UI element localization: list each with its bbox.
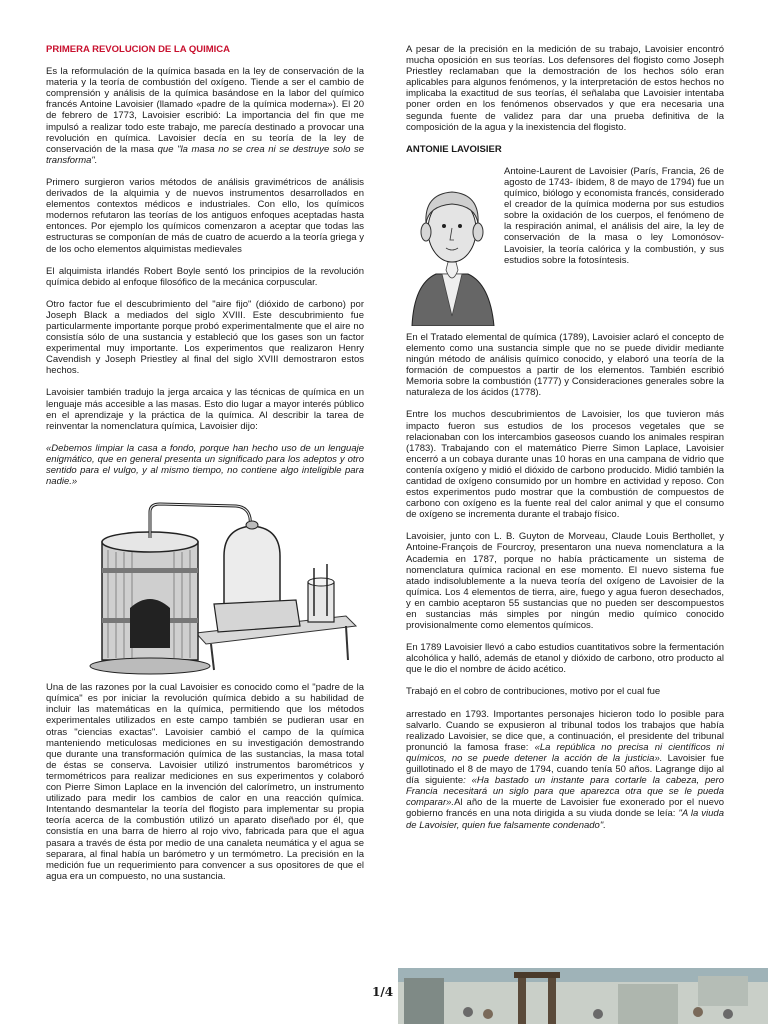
italic-quote: «La república no precisa ni científicos ni químicos, no se puede detener la acción de la justicia». [406, 741, 724, 764]
paragraph: Lavoisier también tradujo la jerga arcaica y las técnicas de química en un lenguaje más accesible a las masas. Esto dio lugar a mayor interés público en el aprendizaje y la práctica de la química. Al describir la tarea de reinventar la nomenclatura química, Lavoisier dijo: [46, 387, 364, 432]
article-title: PRIMERA REVOLUCION DE LA QUIMICA [46, 44, 231, 55]
lavoisier-portrait [406, 166, 498, 326]
apparatus-illustration [46, 498, 364, 676]
paragraph-text: Lavoisier fue guillotinado el 8 de mayo de 1794, cuando tenía 50 años. Lagrange dijo al día siguiente [406, 752, 724, 787]
bio-text: Antoine-Laurent de Lavoisier (París, Francia, 26 de agosto de 1743- íbidem, 8 de mayo de 1794) fue un químico, biólogo y economista francés, considerado el creador de la química moderna por sus estudios sobre la oxidación de los cuerpos, el fenómeno de la respiración animal, el análisis del aire, la ley de conservación de la masa o ley Lomonósov-Lavoisier, la teoría calórica y la combustión, y sus estudios sobre la fotosíntesis. [504, 165, 724, 266]
paragraph: En el Tratado elemental de química (1789), Lavoisier aclaró el concepto de elemento como una sustancia simple que no se puede dividir mediante ningún método de análisis químico conocido, y elaboró una teoría de la formación de compuestos a partir de los elementos. También escribió Memoria sobre la combustión (1777) y Consideraciones generales sobre la naturaleza de los ácidos (1778). [406, 331, 724, 399]
paragraph: El alquimista irlandés Robert Boyle sentó los principios de la revolución química debido al enfoque filosófico de la mecánica corpuscular. [46, 265, 364, 288]
paragraph-text: Al año de la muerte de Lavoisier fue exonerado por el nuevo gobierno francés en una nota dirigida a su viuda donde se leía: [406, 797, 724, 820]
italic-quote: : «Ha bastado un instante para cortarle la cabeza, pero Francia necesitará un siglo para que aparezca otra que se le pueda comparar». [406, 775, 725, 809]
block-quote [46, 443, 364, 487]
italic-quote: "A la viuda de Lavoisier, quien fue falsamente condenado". [406, 808, 724, 831]
paragraph: Otro factor fue el descubrimiento del "aire fijo" (dióxido de carbono) por Joseph Black a mediados del siglo XVIII. Este descubrimiento fue particularmente importante porque probó experimentalmente que el aire no consistía sólo de una sustancia y estableció que los gases son un factor experimental muy importante. Los experimentos que realizaron Henry Cavendish y Joseph Priestley al final del siglo XVIII demostraron estos hechos. [46, 298, 364, 377]
paragraph: Una de las razones por la cual Lavoisier es conocido como el "padre de la química" es por iniciar la revolución química debido a su habilidad de incluir las matemáticas en la química, permitiendo que los métodos experimentales utilizados en este campo también se pudieran usar en otras "ciencias exactas". Lavoisier cambió el campo de la química manteniendo meticulosas mediciones en su investigación demostrando que durante una transformación química de las sustancias, la masa total de éstas se conserva. Lavoisier utilizó instrumentos barométricos y termométricos para realizar mediciones en sus experimentos y colaboró con Pierre Simon Laplace en la invención del calorímetro, un instrumento utilizado para medir los cambios de calor en una reacción química. Intentando desmantelar la teoría del flogisto para implementar su propia teoría acerca de la combustión utilizó un aparato diseñado por él, que consistía en una barra de hierro al rojo vivo, fabricada para que el agua pasara a través de ésta por medio de una canaleta neumática y el agua se separara, al final había un barómetro y un termómetro. La precisión en la medición fue un requerimiento para convencer a sus opositores de que el agua era un compuesto, no una sustancia. [46, 682, 364, 882]
paragraph: Lavoisier, junto con L. B. Guyton de Morveau, Claude Louis Berthollet, y Antoine-François de Fourcroy, presentaron una nueva nomenclatura a la Academia en 1787, porque no había prácticamente un sistema de nomenclatura química racional en ese momento. El nuevo sistema fue atado indisolublemente a la nueva teoría del oxígeno de Lavoisier de la química. Los 4 elementos de tierra, aire, fuego y agua fueron desechados, y en cambio aceptaron 55 sustancias que no pueden ser descompuestos en sustancias más simples por ningún medio químico conocido provisionalmente como elementos químicos. [406, 531, 724, 632]
italic-quote: que "la masa no se crea ni se destruye solo se transforma". [46, 143, 364, 166]
paragraph: Trabajó en el cobro de contribuciones, motivo por el cual fue [406, 686, 661, 698]
paragraph: Primero surgieron varios métodos de análisis gravimétricos de análisis derivados de la alquimia y de nuevos instrumentos desarrollados en elementos contextos médicos e industriales. Con ello, los químicos modernos refutaron las teorías de los antiguos enfoques aceptadas hasta entonces. Por ejemplo los químicos comenzaron a aceptar que todas las estructuras se componían de más de cuatro de acuerdo a la teoría griega y de los ocho elementos alquimistas medievales [46, 176, 364, 255]
quote-text: «Debemos limpiar la casa a fondo, porque han hecho uso de un lenguaje enigmático, que en general presenta un significado para los adeptos y otro sentido para el vulgo, y al mismo tiempo, no contiene algo inteligible para nadie.» [46, 442, 364, 488]
paragraph [46, 66, 364, 166]
left-column [46, 44, 364, 893]
paragraph [406, 709, 724, 831]
bio-block [406, 166, 724, 332]
paragraph: A pesar de la precisión en la medición de su trabajo, Lavoisier encontró mucha oposición en sus teorías. Los defensores del flogisto como Joseph Priestley reclamaban que la demostración de los hechos sólo eran aplicables para algunos fenómenos, y la interpretación de estos hechos no implicaba la exactitud de sus teorías, él señalaba que Lavoisier intentaba poner orden en los fenómenos observados y que era necesaria una segunda fuente de validez para dar una prueba definitiva de la composición de la agua y la inexistencia del flogisto. [406, 44, 724, 133]
page-number: 1/4 [372, 985, 394, 999]
paragraph: En 1789 Lavoisier llevó a cabo estudios cuantitativos sobre la fermentación alcohólica y halló, además de etanol y dióxido de carbono, otro producto al que le dio el nombre de ácido acético. [406, 642, 724, 676]
paragraph-text: Es la reformulación de la química basada en la ley de conservación de la materia y la teoría de combustión del oxígeno. Tiende a ser el cambio de comprensión y análisis de la química basándose en la labor del químico francés Antoine Lavoisier (llamado «padre de la química moderna»). El 20 de febrero de 1773, Lavoisier escribió: La importancia del fin que me impulsó a realizar todo este trabajo, me parecía destinado a provocar una revolución en química. Lavoisier decía en su teoría de la ley de conservación de la masa [46, 66, 364, 155]
section-heading: ANTONIE LAVOISIER [406, 143, 502, 155]
guillotine-scene-image [398, 968, 768, 1024]
paragraph-text: arrestado en 1793. Importantes personajes hicieron todo lo posible para salvarlo. Cuando se expusieron al tribunal todos los trabajos que había realizado Lavoisier, se dice que, a continuación, el presidente del tribunal pronunció la famosa frase: [406, 708, 724, 753]
paragraph: Entre los muchos descubrimientos de Lavoisier, los que tuvieron más impacto fueron sus estudios de los procesos vegetales que se relacionaban con los intercambios gaseosos cuando los animales respiran (1783). Trabajando con el matemático Pierre Simon Laplace, Lavoisier encerró a un cobaya durante unas 10 horas en una campana de vidrio que contenía oxígeno y midió el dióxido de carbono producido. Midió también la cantidad de oxígeno consumido por un hombre en actividad y reposo. Con estos experimentos pudo mostrar que la combustión de compuestos de carbono con oxígeno es la fuente real del calor animal y que el consumo de oxígeno se incrementa durante el trabajo físico. [406, 409, 724, 521]
right-column [406, 44, 724, 842]
